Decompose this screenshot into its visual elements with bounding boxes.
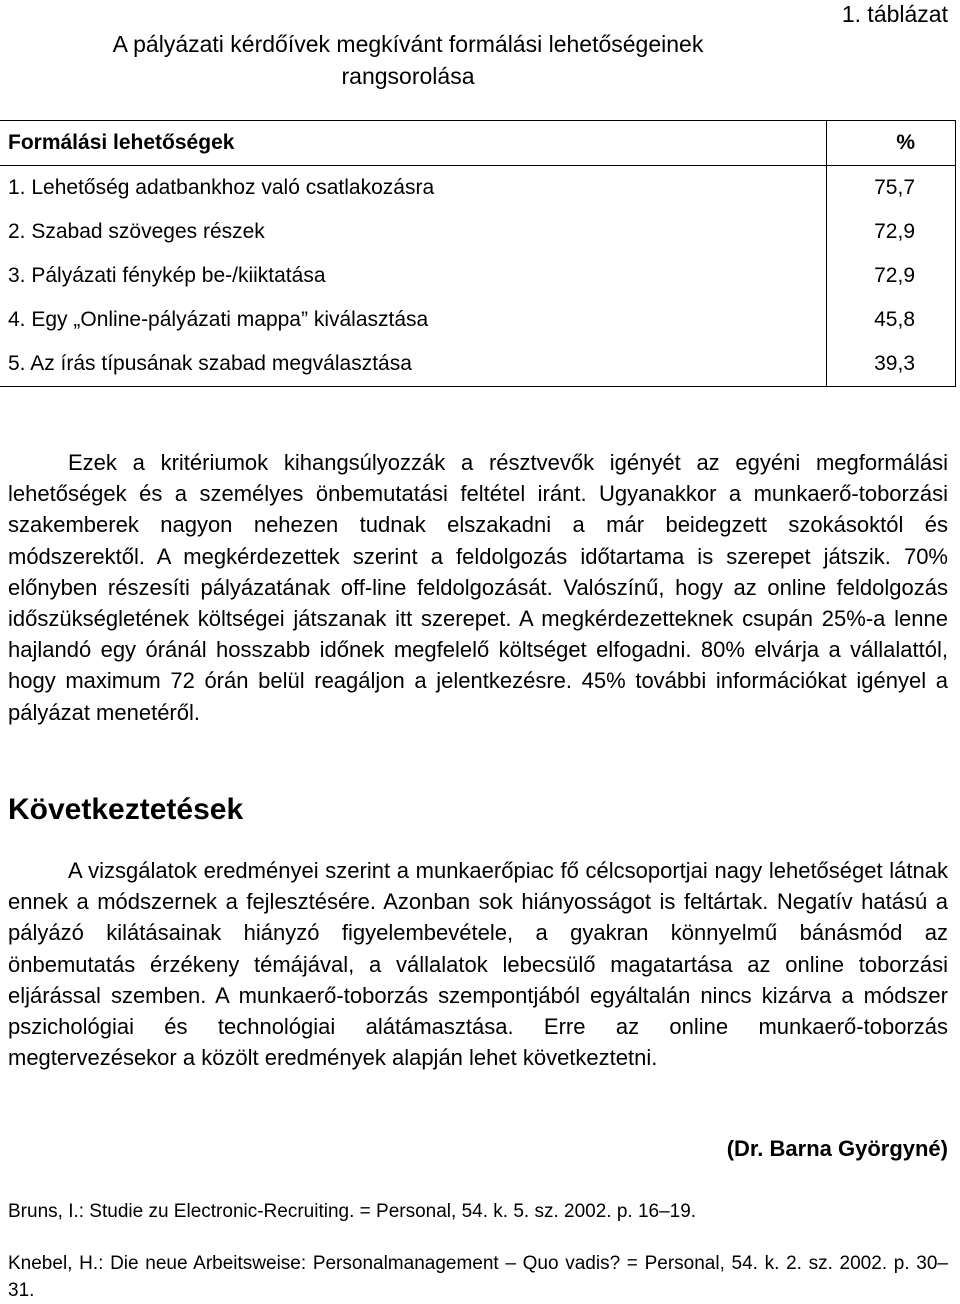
row-item: 1. Lehetőség adatbankhoz való csatlakozásra — [0, 166, 827, 211]
table-caption-line-1: A pályázati kérdőívek megkívánt formálási lehetőségeinek — [112, 31, 704, 57]
table-number-label: 1. táblázat — [841, 1, 948, 27]
row-percent: 75,7 — [827, 166, 956, 211]
row-item: 5. Az írás típusának szabad megválasztása — [0, 342, 827, 387]
row-percent: 45,8 — [827, 298, 956, 342]
row-item: 3. Pályázati fénykép be-/kiiktatása — [0, 254, 827, 298]
reference-item: Knebel, H.: Die neue Arbeitsweise: Personalmanagement – Quo vadis? = Personal, 54. k. 2. sz. 2002. p. 30–31. — [8, 1253, 948, 1301]
header-formatting-options: Formálási lehetőségek — [0, 121, 827, 166]
table-row — [0, 210, 956, 254]
reference-item: Bruns, I.: Studie zu Electronic-Recruiting. = Personal, 54. k. 5. sz. 2002. p. 16–19. — [8, 1201, 697, 1222]
row-percent: 72,9 — [827, 254, 956, 298]
row-item: 4. Egy „Online-pályázati mappa” kiválasztása — [0, 298, 827, 342]
table-caption — [108, 28, 708, 92]
body-paragraph-conclusions: A vizsgálatok eredményei szerint a munkaerőpiac fő célcsoportjai nagy lehetőséget látnak ennek a módszernek a fejlesztésére. Azonban sok hiányosságot is feltártak. Negatív hatású a pályázó kilátásainak hiányzó figyelembevétele, a gyakran könnyelmű bánásmód az önbemutatás érzékeny témájával, a vállalatok lebecsülő magatartása az online toborzási eljárással szemben. A munkaerő-toborzás szempontjából egyáltalán nincs kizárva a módszer pszichológiai és technológiai alátámasztása. Erre az online munkaerő-toborzás megtervezésekor a közölt eredmények alapján lehet következtetni. — [8, 858, 948, 1071]
table-row — [0, 298, 956, 342]
table-caption-line-2: rangsorolása — [341, 63, 475, 89]
row-item: 2. Szabad szöveges részek — [0, 210, 827, 254]
table-row — [0, 254, 956, 298]
author-signature: (Dr. Barna Györgyné) — [726, 1136, 948, 1161]
table-row — [0, 342, 956, 387]
ranking-table — [0, 120, 956, 387]
row-percent: 72,9 — [827, 210, 956, 254]
table-header-row — [0, 121, 956, 166]
body-paragraph-criteria: Ezek a kritériumok kihangsúlyozzák a résztvevők igényét az egyéni megformálási lehetőségek és a személyes önbemutatási feltétel iránt. Ugyanakkor a munkaerő-toborzási szakemberek nagyon nehezen tudnak elszakadni a már beidegzett szokásoktól és módszerektől. A megkérdezettek szerint a feldolgozás időtartama is szerepet játszik. 70% előnyben részesíti pályázatának off-line feldolgozását. Valószínű, hogy az online feldolgozás időszükségletének költségei játszanak itt szerepet. A megkérdezetteknek csupán 25%-a lenne hajlandó egy óránál hosszabb időnek megfelelő költséget elfogadni. 80% elvárja a vállalattól, hogy maximum 72 órán belül reagáljon a jelentkezésre. 45% további információkat igényel a pályázat menetéről. — [8, 450, 948, 725]
table-row — [0, 166, 956, 211]
section-heading-conclusions: Következtetések — [8, 793, 244, 826]
row-percent: 39,3 — [827, 342, 956, 387]
header-percent: % — [827, 121, 956, 166]
